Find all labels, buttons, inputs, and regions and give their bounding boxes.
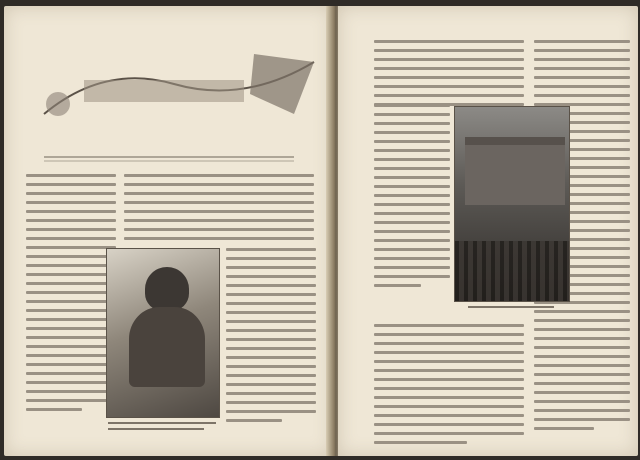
portrait-caption-line [108, 422, 216, 424]
portrait-figure-head [145, 267, 189, 311]
right-text-column-lower [226, 248, 316, 428]
right-page-text-column-c [374, 104, 450, 293]
chapter-heading-rule [44, 150, 294, 164]
header-illustration [24, 44, 324, 128]
portrait-photo [106, 248, 220, 418]
street-scene-photo [454, 106, 570, 302]
street-scene-crowd [455, 241, 569, 301]
street-scene-building [465, 137, 565, 205]
left-page [4, 6, 332, 456]
right-page-text-column-d [374, 324, 524, 450]
right-text-column-upper [124, 174, 314, 246]
street-scene-caption-line [468, 306, 554, 308]
portrait-figure-body [129, 307, 205, 387]
left-text-column [26, 174, 116, 417]
right-page-text-column-a [374, 40, 524, 112]
portrait-caption-line [108, 428, 204, 430]
right-page [338, 6, 638, 456]
